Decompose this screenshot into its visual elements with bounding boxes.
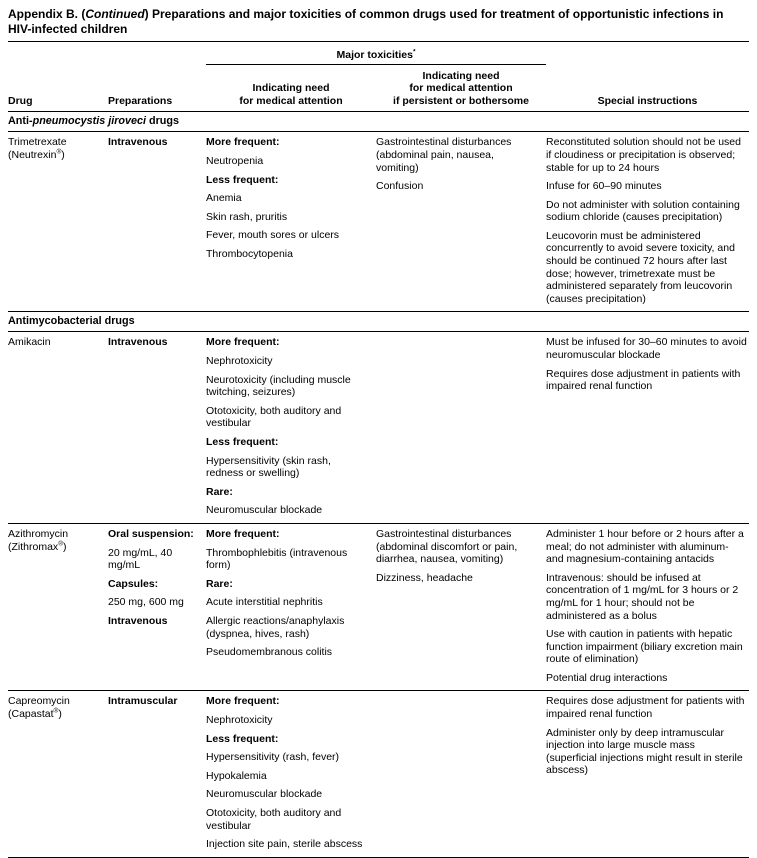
- medical-attention-cell-item: Rare:: [206, 577, 233, 590]
- section-header-label: [8, 112, 749, 132]
- preparations-cell-item: 20 mg/mL, 40 mg/mL: [108, 546, 173, 572]
- spacer-cell: [546, 42, 749, 64]
- preparations-cell: [108, 332, 206, 524]
- medical-attention-cell-item: More frequent:: [206, 527, 280, 540]
- persistent-bothersome-cell-item: Confusion: [376, 180, 424, 193]
- medical-attention-cell-item: Nephrotoxicity: [206, 714, 273, 727]
- medical-attention-cell: [206, 332, 376, 524]
- medical-attention-cell-item: Allergic reactions/anaphylaxis (dyspnea, hives, rash): [206, 614, 345, 640]
- drug-row-amikacin: [8, 332, 749, 524]
- drug-name-cell: Trimetrexate (Neutrexin®): [8, 136, 67, 161]
- medical-attention-cell-item: Fever, mouth sores or ulcers: [206, 229, 340, 242]
- medical-attention-cell-item: Ototoxicity, both auditory and vestibular: [206, 404, 342, 430]
- drug-row-capreomycin: [8, 691, 749, 857]
- medical-attention-cell-item: Skin rash, pruritis: [206, 210, 288, 223]
- text-fragment: drugs: [146, 115, 180, 128]
- registered-trademark-symbol: ®: [53, 707, 59, 715]
- special-instructions-cell-item: Intravenous: should be infused at concentration of 1 mg/mL for 3 hours or 2 mg/mL for 1 hour; should not be administered as a bolus: [546, 571, 739, 622]
- preparations-cell-item: 250 mg, 600 mg: [108, 596, 184, 609]
- text-fragment: Antimycobacterial drugs: [8, 315, 135, 328]
- persistent-bothersome-cell-item: Gastrointestinal disturbances (abdominal pain, nausea, vomiting): [376, 136, 512, 174]
- medical-attention-cell-item: Hypersensitivity (rash, fever): [206, 751, 340, 764]
- medical-attention-cell-item: More frequent:: [206, 336, 280, 349]
- table-header: [8, 42, 749, 112]
- medical-attention-cell-item: Less frequent:: [206, 173, 279, 186]
- medical-attention-cell-item: Neurotoxicity (including muscle twitching, seizures): [206, 373, 351, 399]
- preparations-cell-item: Capsules:: [108, 577, 159, 590]
- preparations-cell-item: Intravenous: [108, 614, 168, 627]
- special-instructions-cell-item: Reconstituted solution should not be used if cloudiness or precipitation is observed; stable for up to 24 hours: [546, 136, 741, 174]
- drug-name-cell: Azithromycin (Zithromax®): [8, 527, 69, 553]
- preparations-cell: [108, 523, 206, 691]
- medical-attention-cell-item: Less frequent:: [206, 435, 279, 448]
- preparations-cell-item: Intravenous: [108, 136, 168, 149]
- medical-attention-cell-item: Injection site pain, sterile abscess: [206, 838, 363, 851]
- preparations-cell-item: Oral suspension:: [108, 527, 194, 540]
- persistent-bothersome-cell-item: Gastrointestinal disturbances (abdominal discomfort or pain, diarrhea, nausea, vomiting): [376, 527, 518, 566]
- section-header-antimycobacterial-drugs: [8, 312, 749, 332]
- medical-attention-cell-item: Rare:: [206, 485, 233, 498]
- text-fragment: Anti-: [8, 115, 33, 128]
- column-header-persistent-bothersome: Indicating need for medical attention if persistent or bothersome: [376, 64, 546, 112]
- text-fragment: Appendix B. (: [8, 7, 86, 21]
- medical-attention-cell-item: Neuromuscular blockade: [206, 788, 323, 801]
- registered-trademark-symbol: ®: [56, 148, 62, 156]
- text-fragment: pneumocystis jiroveci: [32, 115, 147, 128]
- special-instructions-cell: [546, 132, 749, 312]
- section-header-label: [8, 312, 749, 332]
- column-header-row: [8, 64, 749, 112]
- medical-attention-cell-item: Neutropenia: [206, 154, 264, 167]
- drug-toxicity-table: [8, 42, 749, 858]
- spacer-cell: [8, 42, 108, 64]
- special-instructions-cell: [546, 691, 749, 857]
- persistent-bothersome-cell: [376, 691, 546, 857]
- medical-attention-cell-item: Acute interstitial nephritis: [206, 596, 323, 609]
- persistent-bothersome-cell-item: Dizziness, headache: [376, 571, 473, 584]
- special-instructions-cell-item: Must be infused for 30–60 minutes to avoid neuromuscular blockade: [546, 336, 747, 361]
- column-header-preparations: Preparations: [108, 64, 206, 112]
- table-body: [8, 112, 749, 857]
- special-instructions-cell: [546, 332, 749, 524]
- text-fragment: ) Preparations and major toxicities of common drugs used for treatment of opportunistic infections in HIV-infected children: [8, 7, 724, 36]
- preparations-cell-item: Intramuscular: [108, 695, 178, 708]
- special-instructions-cell-item: Administer 1 hour before or 2 hours after a meal; do not administer with aluminum- and magnesium-containing antacids: [546, 527, 744, 566]
- medical-attention-cell-item: Ototoxicity, both auditory and vestibular: [206, 807, 342, 832]
- medical-attention-cell-item: Less frequent:: [206, 732, 279, 745]
- drug-name-cell: Amikacin: [8, 336, 51, 349]
- medical-attention-cell-item: Thrombophlebitis (intravenous form): [206, 546, 348, 572]
- special-instructions-cell-item: Administer only by deep intramuscular injection into large muscle mass (superficial injections might result in sterile abscess): [546, 726, 743, 777]
- special-instructions-cell-item: Requires dose adjustment for patients with impaired renal function: [546, 695, 745, 721]
- column-header-drug: Drug: [8, 64, 108, 112]
- medical-attention-cell-item: More frequent:: [206, 136, 280, 149]
- drug-row-azithromycin: [8, 523, 749, 691]
- medical-attention-cell-item: Anemia: [206, 192, 242, 205]
- persistent-bothersome-cell: [376, 132, 546, 312]
- major-toxicities-group-row: [8, 42, 749, 64]
- preparations-cell: [108, 132, 206, 312]
- preparations-cell: [108, 691, 206, 857]
- page-title: [8, 7, 749, 42]
- persistent-bothersome-cell: [376, 332, 546, 524]
- drug-row-trimetrexate: [8, 132, 749, 312]
- special-instructions-cell-item: Potential drug interactions: [546, 671, 668, 684]
- medical-attention-cell: [206, 523, 376, 691]
- medical-attention-cell-item: Pseudomembranous colitis: [206, 646, 333, 659]
- medical-attention-cell-item: Thrombocytopenia: [206, 247, 293, 260]
- column-header-special-instructions: Special instructions: [546, 64, 749, 112]
- text-fragment: Continued: [85, 7, 145, 21]
- section-header-anti-pneumocystis-jiroveci-drugs: [8, 112, 749, 132]
- medical-attention-cell-item: More frequent:: [206, 695, 280, 708]
- special-instructions-cell: [546, 523, 749, 691]
- medical-attention-cell: [206, 691, 376, 857]
- medical-attention-cell-item: Hypersensitivity (skin rash, redness or swelling): [206, 454, 331, 480]
- drug-name-cell: Capreomycin (Capastat®): [8, 695, 70, 721]
- persistent-bothersome-cell: [376, 523, 546, 691]
- medical-attention-cell-item: Hypokalemia: [206, 769, 267, 782]
- special-instructions-cell-item: Use with caution in patients with hepatic function impairment (biliary excretion main route of elimination): [546, 628, 743, 666]
- special-instructions-cell-item: Requires dose adjustment in patients with impaired renal function: [546, 367, 741, 393]
- spacer-cell: [108, 42, 206, 64]
- preparations-cell-item: Intravenous: [108, 336, 168, 349]
- column-header-medical-attention: Indicating need for medical attention: [206, 64, 376, 112]
- medical-attention-cell-item: Neuromuscular blockade: [206, 504, 323, 517]
- special-instructions-cell-item: Leucovorin must be administered concurrently to avoid severe toxicity, and should be continued 72 hours after last dose; however, trimetrexate must be administered separately from leucovorin (causes precipitation): [546, 229, 735, 305]
- medical-attention-cell: [206, 132, 376, 312]
- special-instructions-cell-item: Infuse for 60–90 minutes: [546, 180, 662, 193]
- footnote-marker: *: [412, 48, 416, 56]
- medical-attention-cell-item: Nephrotoxicity: [206, 355, 273, 367]
- special-instructions-cell-item: Do not administer with solution containing sodium chloride (causes precipitation): [546, 198, 740, 224]
- major-toxicities-group-header: Major toxicities*: [206, 42, 546, 64]
- registered-trademark-symbol: ®: [58, 540, 63, 548]
